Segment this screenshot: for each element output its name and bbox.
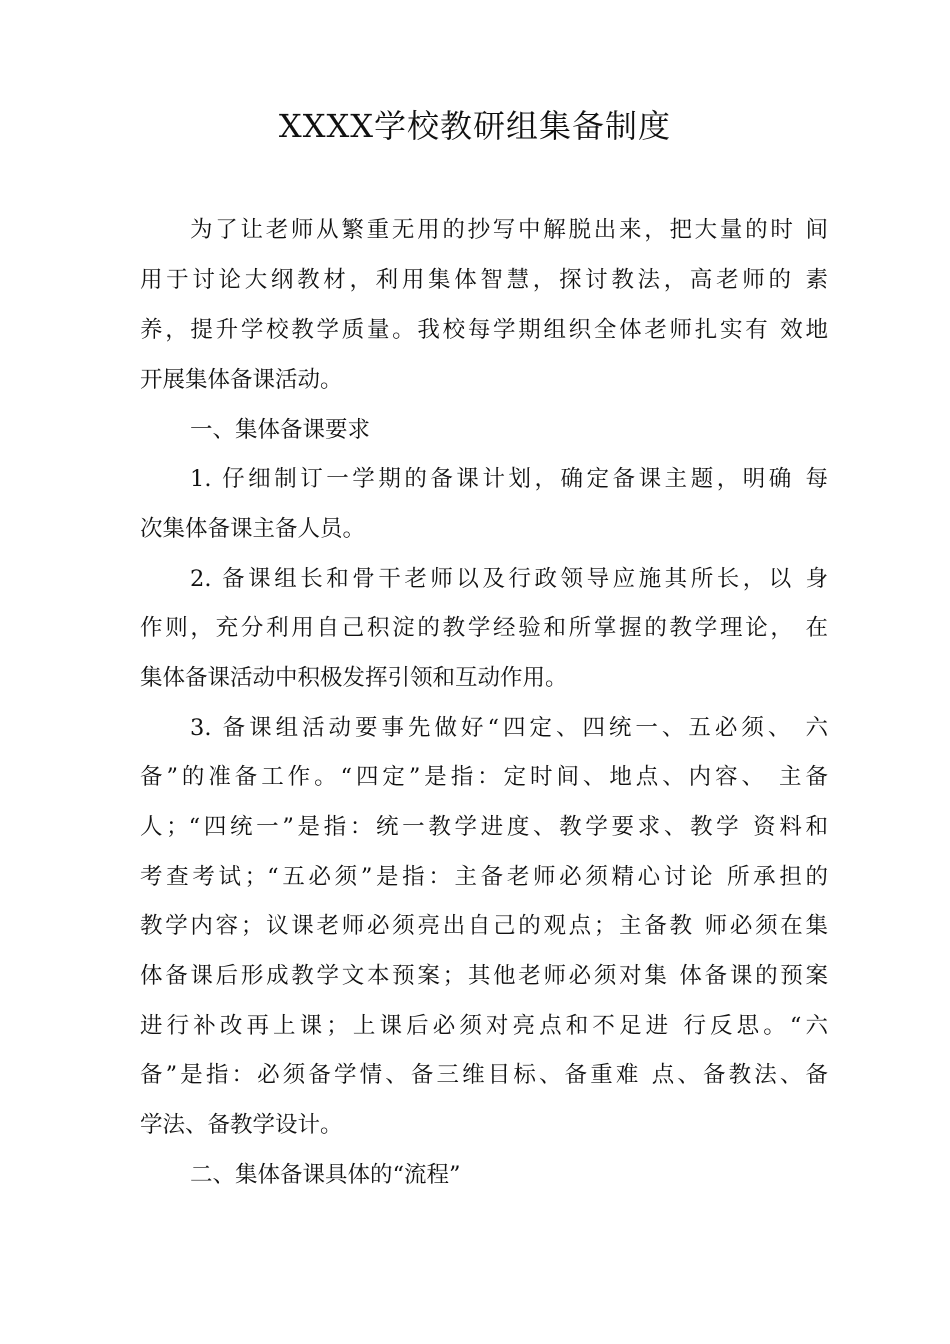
paragraph-line: 教学内容；议课老师必须亮出自己的观点；主备教 师必须在集 <box>140 913 828 939</box>
paragraph-line: 养，提升学校教学质量。我校每学期组织全体老师扎实有 效地 <box>140 317 828 343</box>
paragraph-line: 次集体备课主备人员。 <box>140 516 366 542</box>
paragraph-line: 考查考试；“五必须”是指：主备老师必须精心讨论 所承担的 <box>140 864 828 890</box>
paragraph-line: 人；“四统一”是指：统一教学进度、教学要求、教学 资料和 <box>140 814 828 840</box>
paragraph-line: 开展集体备课活动。 <box>140 367 343 393</box>
paragraph-line: 作则，充分利用自己积淀的教学经验和所掌握的教学理论， 在 <box>140 615 828 641</box>
paragraph-line: 进行补改再上课；上课后必须对亮点和不足进 行反思。“六 <box>140 1013 828 1039</box>
paragraph-line: 用于讨论大纲教材，利用集体智慧，探讨教法，高老师的 素 <box>140 267 828 293</box>
paragraph-line: 学法、备教学设计。 <box>140 1112 343 1138</box>
paragraph-line: 3. 备课组活动要事先做好“四定、四统一、五必须、 六 <box>190 715 828 741</box>
paragraph-line: 体备课后形成教学文本预案；其他老师必须对集 体备课的预案 <box>140 963 828 989</box>
paragraph-line: 备”是指：必须备学情、备三维目标、备重难 点、备教法、备 <box>140 1062 828 1088</box>
paragraph-line: 1. 仔细制订一学期的备课计划，确定备课主题，明确 每 <box>190 466 828 492</box>
paragraph-line: 2. 备课组长和骨干老师以及行政领导应施其所长，以 身 <box>190 566 828 592</box>
paragraph-line: 集体备课活动中积极发挥引领和互动作用。 <box>140 665 568 691</box>
section-heading: 二、集体备课具体的“流程” <box>190 1162 461 1188</box>
document-title: XXXX学校教研组集备制度 <box>278 107 672 145</box>
section-heading: 一、集体备课要求 <box>190 417 371 443</box>
paragraph-line: 备”的准备工作。“四定”是指：定时间、地点、内容、 主备 <box>140 764 828 790</box>
paragraph-line: 为了让老师从繁重无用的抄写中解脱出来，把大量的时 间 <box>190 217 828 243</box>
